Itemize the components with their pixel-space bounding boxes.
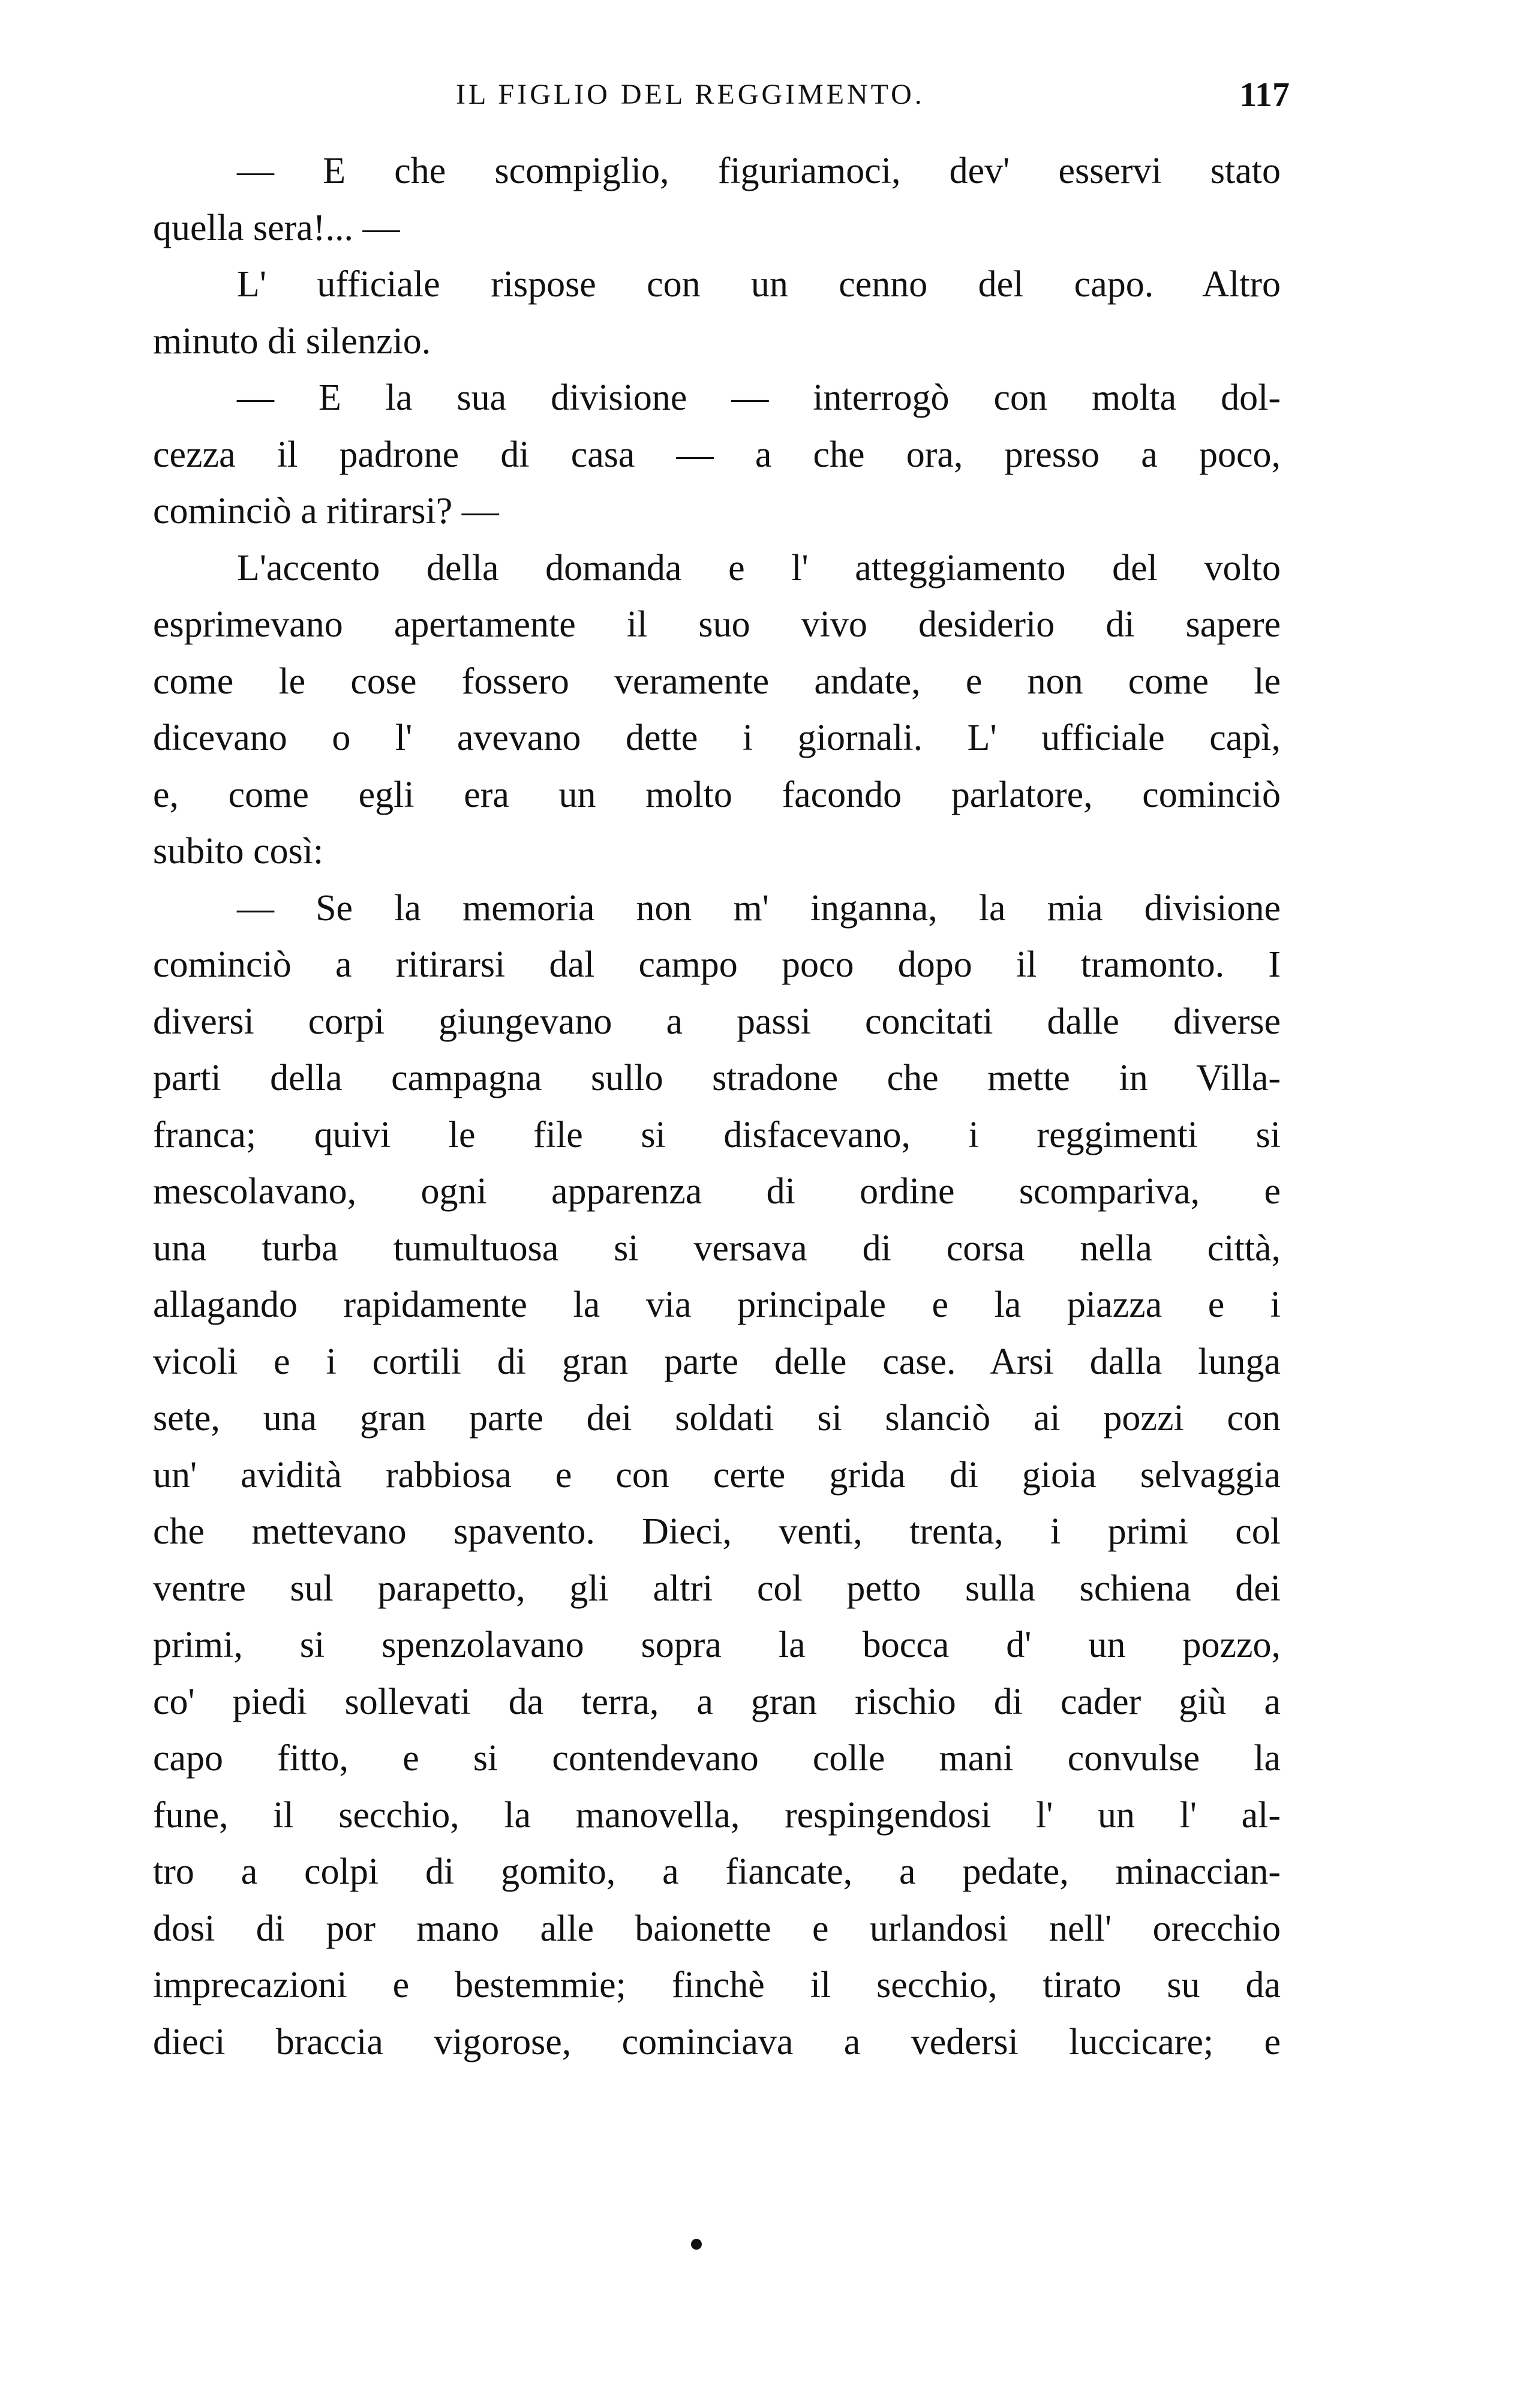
- text-line: dicevano o l' avevano dette i giornali. L' ufficiale capì,: [153, 717, 1281, 758]
- text-line: — E che scompiglio, figuriamoci, dev' esservi stato: [237, 151, 1281, 191]
- text-line: primi, si spenzolavano sopra la bocca d' un pozzo,: [153, 1625, 1281, 1665]
- body-text: [153, 143, 1281, 2070]
- page-number: 117: [1239, 75, 1290, 114]
- text-line: dieci braccia vigorose, cominciava a vedersi luccicare; e: [153, 2021, 1281, 2062]
- text-line: L'accento della domanda e l' atteggiamento del volto: [237, 547, 1281, 589]
- text-line: allagando rapidamente la via principale e la piazza e i: [153, 1284, 1281, 1325]
- text-line: cominciò a ritirarsi dal campo poco dopo il tramonto. I: [153, 944, 1281, 985]
- printer-mark-dot: [691, 2239, 702, 2250]
- text-line: minuto di silenzio.: [153, 320, 431, 362]
- text-line: esprimevano apertamente il suo vivo desiderio di sapere: [153, 604, 1281, 645]
- text-line: — Se la memoria non m' inganna, la mia divisione: [237, 887, 1281, 929]
- text-line: quella sera!... —: [153, 207, 400, 248]
- text-line: mescolavano, ogni apparenza di ordine scompariva, e: [153, 1171, 1281, 1212]
- text-line: imprecazioni e bestemmie; finchè il secchio, tirato su da: [153, 1965, 1281, 2005]
- text-line: dosi di por mano alle baionette e urlandosi nell' orecchio: [153, 1908, 1281, 1949]
- running-title: IL FIGLIO DEL REGGIMENTO.: [456, 79, 925, 110]
- text-line: che mettevano spavento. Dieci, venti, trenta, i primi col: [153, 1511, 1281, 1552]
- text-line: capo fitto, e si contendevano colle mani convulse la: [153, 1738, 1281, 1779]
- text-line: subito così:: [153, 831, 324, 872]
- text-line: cominciò a ritirarsi? —: [153, 491, 499, 532]
- text-line: una turba tumultuosa si versava di corsa nella città,: [153, 1227, 1281, 1269]
- text-line: — E la sua divisione — interrogò con molta dol-: [237, 377, 1281, 418]
- text-line: ventre sul parapetto, gli altri col petto sulla schiena dei: [153, 1568, 1281, 1609]
- text-line: co' piedi sollevati da terra, a gran rischio di cader giù a: [153, 1681, 1281, 1722]
- text-line: franca; quivi le file si disfacevano, i reggimenti si: [153, 1114, 1281, 1155]
- text-line: fune, il secchio, la manovella, respingendosi l' un l' al-: [153, 1794, 1281, 1836]
- text-line: L' ufficiale rispose con un cenno del capo. Altro: [237, 264, 1281, 305]
- text-line: e, come egli era un molto facondo parlatore, cominciò: [153, 774, 1281, 815]
- text-line: tro a colpi di gomito, a fiancate, a pedate, minaccian-: [153, 1851, 1281, 1892]
- text-line: parti della campagna sullo stradone che mette in Villa-: [153, 1058, 1281, 1098]
- text-line: diversi corpi giungevano a passi concitati dalle diverse: [153, 1001, 1281, 1042]
- text-line: vicoli e i cortili di gran parte delle case. Arsi dalla lunga: [153, 1341, 1281, 1382]
- text-line: un' avidità rabbiosa e con certe grida di gioia selvaggia: [153, 1454, 1281, 1496]
- text-line: sete, una gran parte dei soldati si slanciò ai pozzi con: [153, 1398, 1281, 1439]
- text-line: cezza il padrone di casa — a che ora, presso a poco,: [153, 434, 1281, 475]
- text-line: come le cose fossero veramente andate, e non come le: [153, 660, 1281, 702]
- running-header: [456, 71, 1290, 119]
